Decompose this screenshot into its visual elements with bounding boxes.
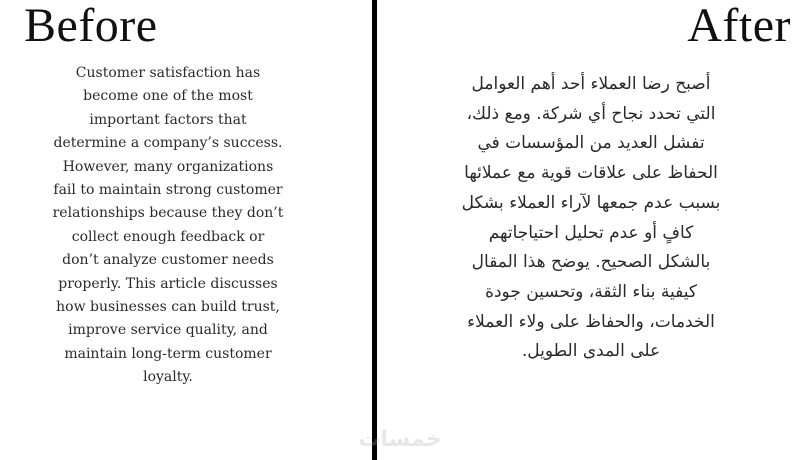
before-paragraph: Customer satisfaction has become one of the most important factors that determine a company’s success. However, many organizations fail to maintain strong customer relationships because they don’t collect enough feedback or don’t analyze customer needs properly. This article discusses how businesses can build trust, improve service quality, and maintain long-term customer loyalty.	[52, 65, 284, 386]
vertical-divider	[372, 0, 377, 460]
after-panel	[378, 0, 800, 460]
before-heading: Before	[24, 0, 158, 52]
after-heading: After	[687, 0, 791, 52]
before-panel	[0, 0, 372, 460]
after-paragraph: أصبح رضا العملاء أحد أهم العوامل التي تحدد نجاح أي شركة. ومع ذلك، تفشل العديد من المؤسسات في الحفاظ على علاقات قوية مع عملائها بسبب عدم جمعها لآراء العملاء بشكل كافٍ أو عدم تحليل احتياجاتهم بالشكل الصحيح. يوضح هذا المقال كيفية بناء الثقة، وتحسين جودة الخدمات، والحفاظ على ولاء العملاء على المدى الطويل.	[461, 74, 721, 362]
watermark-logo: خمسات	[358, 427, 442, 452]
